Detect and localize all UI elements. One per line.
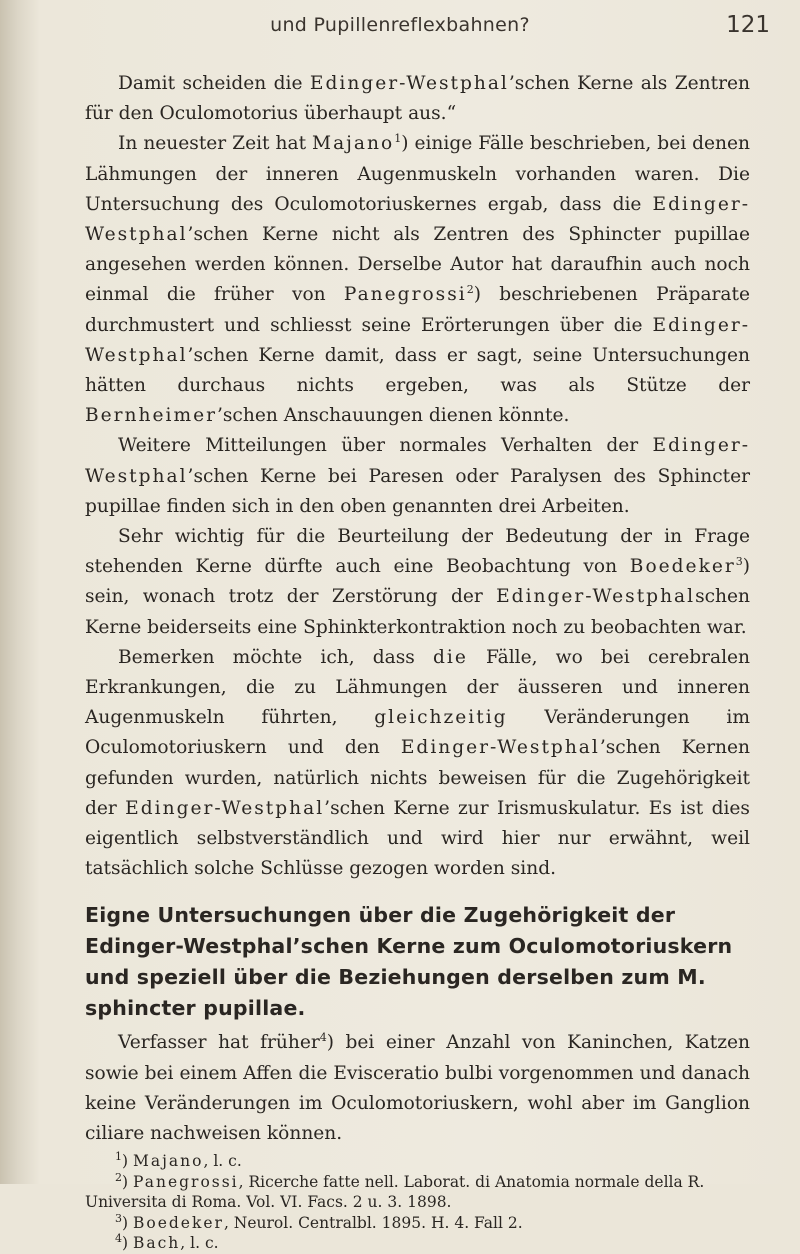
running-head: und Pupillenreflexbahnen? — [270, 14, 530, 36]
page-header — [0, 12, 800, 42]
text-run: Fälle, wo bei cerebralen Erkrankungen, die zu Lähmungen der äusseren und inneren Augenmuskeln führten, — [85, 646, 751, 729]
footnote-ref: 1 — [394, 132, 402, 146]
text-run: ’schen Kernen gefunden wurden, natürlich nichts beweisen für die Zugehörigkeit der — [85, 737, 751, 819]
text-run: In neuester Zeit hat — [118, 133, 313, 155]
paragraph — [85, 69, 750, 129]
spaced-name: Panegrossi — [132, 1172, 239, 1191]
footnote — [85, 1172, 750, 1213]
text-run: schen Kerne beiderseits eine Sphinkterkontraktion noch zu beobachten war. — [85, 586, 750, 638]
footnote-mark: 2 — [115, 1170, 122, 1184]
text-run: , l. c. — [203, 1152, 242, 1171]
spaced-name: Edinger-Westphal — [85, 314, 750, 366]
text-run: ) einige Fälle beschrieben, bei denen Lähmungen der inneren Augenmuskeln vorhanden waren. Die Untersuchung des Oculomotoriuskernes ergab, dass die — [85, 133, 751, 215]
footnote-mark: 4 — [115, 1232, 122, 1246]
footnote-paren: ) — [122, 1172, 133, 1191]
text-run: , Ricerche fatte nell. Laborat. di Anatomia normale della R. Universita di Roma. Vol. VI. Facs. 2 u. 3. 1898. — [85, 1172, 705, 1212]
page-number: 121 — [726, 12, 770, 38]
text-run: ) beschriebenen Präparate durchmustert und schliesst seine Erörterungen über die — [85, 284, 750, 336]
footnote — [85, 1233, 750, 1254]
paragraphs-after-heading — [85, 1028, 750, 1149]
text-run: ’schen Kerne nicht als Zentren des Sphincter pupillae angesehen werden können. Derselbe Autor hat daraufhin auch noch einmal die früher von — [85, 224, 750, 306]
footnote-mark: 3 — [115, 1211, 122, 1225]
text-run: ’schen Anschauungen dienen könnte. — [216, 405, 570, 427]
footnotes — [85, 1151, 750, 1254]
spaced-name: Majano — [132, 1152, 204, 1171]
text-run: Damit scheiden die — [118, 73, 310, 94]
spaced-name: Bernheimer — [85, 405, 217, 427]
text-run: , l. c. — [180, 1234, 219, 1253]
footnote-paren: ) — [122, 1213, 133, 1232]
paragraph — [85, 522, 750, 643]
footnote-paren: ) — [122, 1152, 133, 1171]
spaced-name: Edinger-Westphal — [400, 737, 600, 759]
text-run: ’schen Kerne bei Paresen oder Paralysen des Sphincter pupillae finden sich in den oben genannten drei Arbeiten. — [85, 465, 750, 517]
text-run: , Neurol. Centralbl. 1895. H. 4. Fall 2. — [223, 1213, 523, 1232]
footnote-ref: 4 — [319, 1031, 327, 1045]
text-run: Sehr wichtig für die Beurteilung der Bedeutung der in Frage stehenden Kerne dürfte auch eine Beobachtung von — [85, 526, 750, 578]
section-heading: Eigne Untersuchungen über die Zugehörigkeit der Edinger-Westphal’schen Kerne zum Oculomotoriuskern und speziell über die Beziehungen derselben zum M. sphincter pupillae. — [85, 903, 733, 1021]
spaced-name: Edinger-Westphal — [125, 797, 325, 819]
text-run: Veränderungen im Oculomotoriuskern und den — [85, 707, 750, 759]
paragraphs-before-heading — [85, 69, 750, 884]
footnote — [85, 1151, 750, 1172]
text-run: ’schen Kerne damit, dass er sagt, seine Untersuchungen hätten durchaus nichts ergeben, was als Stütze der — [85, 344, 750, 397]
spaced-name: Majano — [312, 133, 395, 155]
body-text — [85, 69, 750, 1254]
paragraph — [85, 431, 750, 522]
spaced-name: Boedeker — [132, 1213, 224, 1232]
footnote-mark: 1 — [115, 1150, 122, 1164]
spaced-name: Edinger-Westphal — [309, 73, 509, 94]
footnote-paren: ) — [122, 1234, 133, 1253]
footnote — [85, 1213, 750, 1234]
spaced-name: Edinger-Westphal — [85, 193, 750, 246]
text-run: Bemerken möchte ich, dass — [118, 646, 433, 668]
footnote-ref: 3 — [735, 555, 743, 569]
footnote-ref: 2 — [466, 283, 474, 297]
spaced-name: Bach — [132, 1234, 181, 1253]
spaced-name: die — [433, 646, 468, 668]
text-run: Weitere Mitteilungen über normales Verhalten der — [118, 435, 653, 457]
text-run: ) sein, wonach trotz der Zerstörung der — [85, 556, 750, 608]
spaced-name: Panegrossi — [343, 284, 467, 306]
text-run: ’schen Kerne zur Irismuskulatur. Es ist dies eigentlich selbstverständlich und wird hier nur erwähnt, weil tatsächlich solche Schlüsse gezogen worden sind. — [85, 797, 750, 880]
text-run: ’schen Kerne als Zentren für den Oculomotorius überhaupt aus.“ — [85, 73, 750, 125]
paragraph — [85, 129, 750, 431]
paragraph — [85, 643, 750, 885]
spaced-name: Boedeker — [629, 556, 736, 578]
paragraph — [85, 1028, 750, 1149]
spaced-name: Edinger-Westphal — [496, 586, 696, 608]
spaced-name: gleichzeitig — [374, 707, 508, 729]
text-run: ) bei einer Anzahl von Kaninchen, Katzen sowie bei einem Affen die Evisceratio bulbi vorgenommen und danach keine Veränderungen im Oculomotoriuskern, wohl aber im Ganglion ciliare nachweisen können. — [85, 1032, 750, 1145]
spaced-name: Edinger-Westphal — [85, 435, 750, 487]
text-run: Verfasser hat früher — [118, 1032, 320, 1054]
